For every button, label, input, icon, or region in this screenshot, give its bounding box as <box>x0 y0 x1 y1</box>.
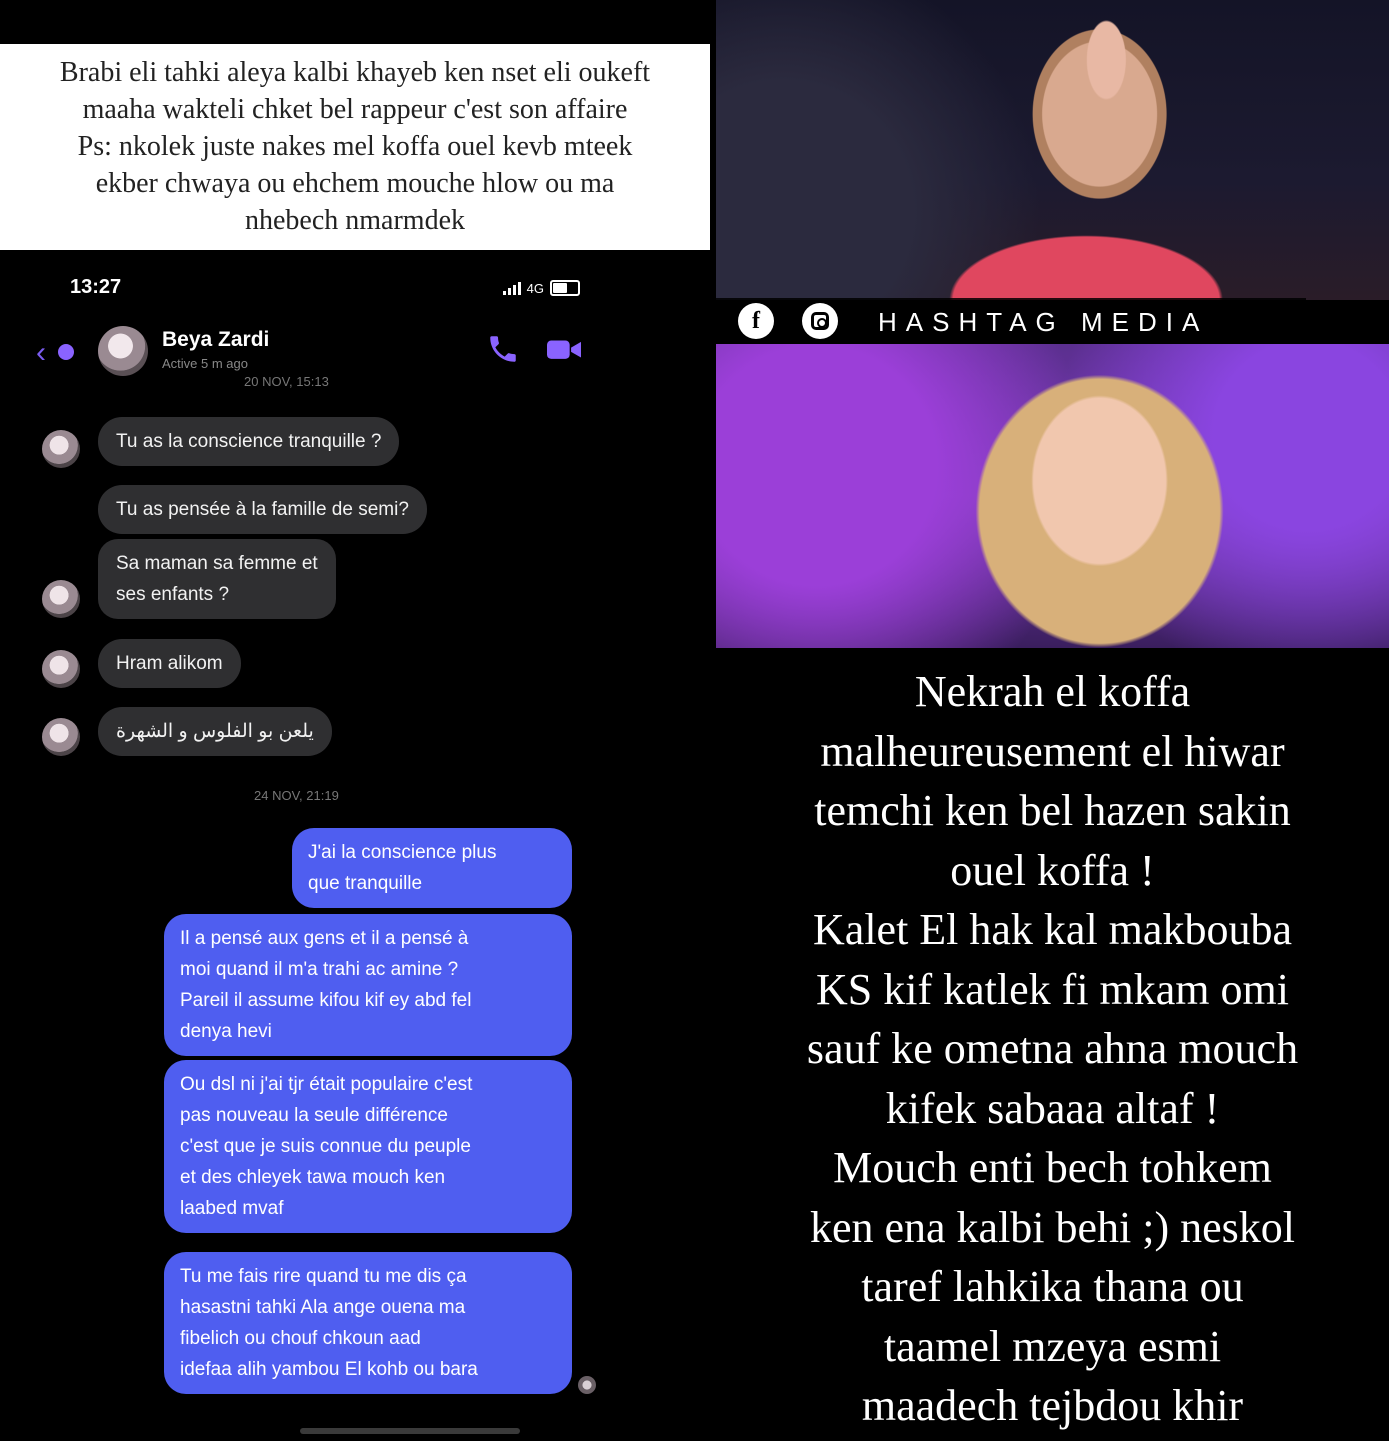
caption-line: ken ena kalbi behi ;) neskol <box>809 1202 1296 1252</box>
caption-line: malheureusement el hiwar <box>820 726 1285 776</box>
outgoing-message[interactable]: Ou dsl ni j'ai tjr était populaire c'est pas nouveau la seule différence c'est que je suis connue du peuple et des chleyek tawa mouch ken laabed mvaf <box>164 1060 572 1233</box>
story-line: Ps: nkolek juste nakes mel koffa ouel kevb mteek <box>77 131 633 162</box>
contact-avatar[interactable] <box>98 326 148 376</box>
story-line: nhebech nmarmdek <box>244 205 466 236</box>
incoming-message[interactable]: Sa maman sa femme et ses enfants ? <box>98 539 336 619</box>
outgoing-message[interactable]: Il a pensé aux gens et il a pensé à moi quand il m'a trahi ac amine ? Pareil il assume kifou kif ey abd fel denya hevi <box>164 914 572 1056</box>
media-watermark-bar <box>716 298 1306 344</box>
phone-status-bar <box>70 276 590 304</box>
status-time: 13:27 <box>70 276 122 298</box>
sender-avatar <box>42 430 80 468</box>
outgoing-message[interactable]: Tu me fais rire quand tu me dis ça hasastni tahki Ala ange ouena ma fibelich ou chouf chkoun aad idefaa alih yambou El kohb ou bara <box>164 1252 572 1394</box>
video-call-icon[interactable] <box>544 332 584 371</box>
date-separator: 20 NOV, 15:13 <box>244 374 329 389</box>
celebrity-photo-top <box>716 0 1389 300</box>
story-line: maaha wakteli chket bel rappeur c'est son affaire <box>82 94 628 125</box>
story-line: Brabi eli tahki aleya kalbi khayeb ken nset eli oukeft <box>59 57 651 88</box>
sender-avatar <box>42 580 80 618</box>
incoming-message[interactable]: Hram alikom <box>98 639 241 688</box>
caption-line: Kalet El hak kal makbouba <box>813 905 1292 954</box>
network-type: 4G <box>526 280 544 296</box>
phone-call-icon[interactable] <box>486 332 520 371</box>
media-brand-name: HASHTAG MEDIA <box>878 307 1209 337</box>
caption-line: sauf ke ometna ahna mouch <box>806 1024 1299 1073</box>
story-line: ekber chwaya ou ehchem mouche hlow ou ma <box>95 168 615 199</box>
story-text-card <box>0 44 710 250</box>
caption-line: Nekrah el koffa <box>914 667 1191 716</box>
contact-active-status: Active 5 m ago <box>162 356 248 371</box>
incoming-message[interactable]: يلعن بو الفلوس و الشهرة <box>98 707 332 756</box>
story-caption <box>716 662 1389 1436</box>
back-button[interactable] <box>58 344 74 360</box>
caption-line: maadech tejbdou khir <box>861 1381 1244 1430</box>
right-panel <box>716 0 1389 1441</box>
celebrity-photo-bottom <box>716 344 1389 648</box>
incoming-message[interactable]: Tu as la conscience tranquille ? <box>98 417 399 466</box>
caption-line: ouel koffa ! <box>950 845 1155 895</box>
date-separator: 24 NOV, 21:19 <box>254 788 339 803</box>
contact-name[interactable]: Beya Zardi <box>162 328 270 351</box>
caption-line: kifek sabaaa altaf ! <box>885 1083 1220 1133</box>
outgoing-message[interactable]: J'ai la conscience plus que tranquille <box>292 828 572 908</box>
incoming-message[interactable]: Tu as pensée à la famille de semi? <box>98 485 427 534</box>
status-icons <box>503 280 580 296</box>
caption-line: Mouch enti bech tohkem <box>833 1143 1272 1192</box>
instagram-icon <box>802 303 838 339</box>
signal-icon <box>503 281 521 295</box>
battery-icon <box>550 280 580 296</box>
facebook-icon: f <box>738 303 774 339</box>
caption-line: taamel mzeya esmi <box>883 1321 1222 1371</box>
caption-line: KS kif katlek fi mkam omi <box>816 964 1289 1014</box>
home-indicator <box>300 1428 520 1434</box>
sender-avatar <box>42 650 80 688</box>
caption-line: taref lahkika thana ou <box>861 1262 1244 1311</box>
caption-line: temchi ken bel hazen sakin <box>814 786 1291 835</box>
back-chevron-icon[interactable]: ‹ <box>36 336 46 369</box>
sender-avatar <box>42 718 80 756</box>
chat-header <box>36 322 596 382</box>
seen-indicator-avatar <box>578 1376 596 1394</box>
